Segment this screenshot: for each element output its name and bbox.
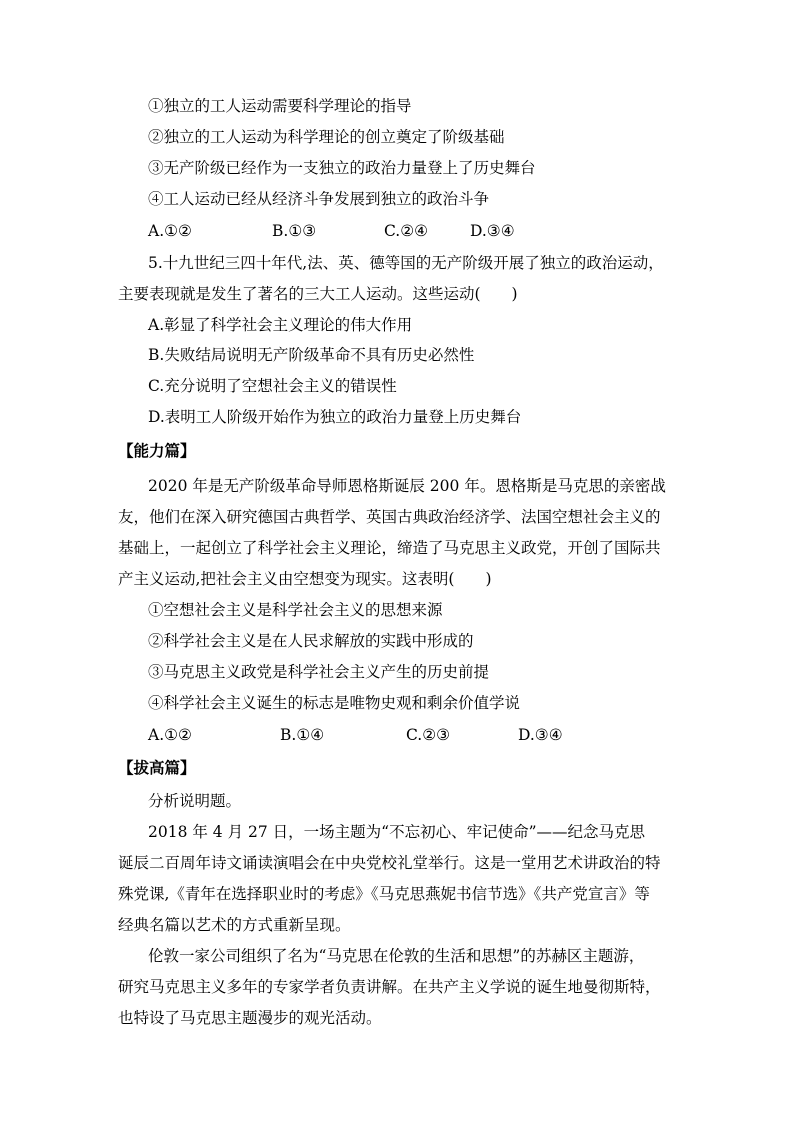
q4-options bbox=[148, 221, 668, 241]
ability-option-a: A.①② bbox=[148, 726, 192, 744]
ability-stem-line-4: 产主义运动,把社会主义由空想变为现实。这表明( ) bbox=[118, 570, 492, 588]
ability-option-b: B.①④ bbox=[280, 726, 325, 744]
ability-statement-3: ③马克思主义政党是科学社会主义产生的历史前提 bbox=[148, 663, 490, 681]
q4-statement-2: ②独立的工人运动为科学理论的创立奠定了阶级基础 bbox=[148, 128, 505, 146]
advanced-para1-line-3: 殊党课,《青年在选择职业时的考虑》《马克思燕妮书信节选》《共产党宣言》等 bbox=[118, 885, 650, 903]
q5-option-d: D.表明工人阶级开始作为独立的政治力量登上历史舞台 bbox=[148, 408, 522, 426]
ability-option-d: D.③④ bbox=[518, 726, 563, 744]
advanced-para2-line-1: 伦敦一家公司组织了名为“马克思在伦敦的生活和思想”的苏赫区主题游， bbox=[148, 947, 645, 965]
q5-option-c: C.充分说明了空想社会主义的错误性 bbox=[148, 377, 397, 395]
q5-option-a: A.彰显了科学社会主义理论的伟大作用 bbox=[148, 316, 413, 334]
advanced-para1-line-2: 诞辰二百周年诗文诵读演唱会在中央党校礼堂举行。这是一堂用艺术讲政治的特 bbox=[118, 854, 661, 872]
ability-option-c: C.②③ bbox=[406, 726, 451, 744]
ability-section-heading: 【能力篇】 bbox=[118, 441, 196, 460]
advanced-para2-line-2: 研究马克思主义多年的专家学者负责讲解。在共产主义学说的诞生地曼彻斯特， bbox=[118, 978, 661, 996]
ability-statement-2: ②科学社会主义是在人民求解放的实践中形成的 bbox=[148, 632, 474, 650]
ability-stem-line-3: 基础上，一起创立了科学社会主义理论，缔造了马克思主义政党，开创了国际共 bbox=[118, 539, 661, 557]
q4-option-a: A.①② bbox=[148, 222, 192, 240]
q4-option-b: B.①③ bbox=[272, 222, 317, 240]
advanced-section-heading: 【拔高篇】 bbox=[118, 758, 196, 777]
q4-statement-4: ④工人运动已经从经济斗争发展到独立的政治斗争 bbox=[148, 190, 490, 208]
q5-stem-line-1: 5.十九世纪三四十年代,法、英、德等国的无产阶级开展了独立的政治运动， bbox=[148, 254, 664, 272]
advanced-para1-line-1: 2018 年 4 月 27 日，一场主题为“不忘初心、牢记使命”——纪念马克思 bbox=[148, 823, 646, 841]
ability-statement-1: ①空想社会主义是科学社会主义的思想来源 bbox=[148, 601, 443, 619]
ability-statement-4: ④科学社会主义诞生的标志是唯物史观和剩余价值学说 bbox=[148, 694, 521, 712]
q5-option-b: B.失败结局说明无产阶级革命不具有历史必然性 bbox=[148, 346, 475, 364]
advanced-para2-line-3: 也特设了马克思主题漫步的观光活动。 bbox=[118, 1009, 382, 1027]
advanced-para1-line-4: 经典名篇以艺术的方式重新呈现。 bbox=[118, 916, 351, 934]
q4-option-d: D.③④ bbox=[470, 222, 515, 240]
ability-stem-line-1: 2020 年是无产阶级革命导师恩格斯诞辰 200 年。恩格斯是马克思的亲密战 bbox=[148, 477, 666, 495]
ability-options bbox=[148, 725, 668, 745]
q4-statement-3: ③无产阶级已经作为一支独立的政治力量登上了历史舞台 bbox=[148, 159, 536, 177]
q4-statement-1: ①独立的工人运动需要科学理论的指导 bbox=[148, 97, 412, 115]
q5-stem-line-2: 主要表现就是发生了著名的三大工人运动。这些运动( ) bbox=[118, 285, 518, 303]
advanced-intro: 分析说明题。 bbox=[148, 792, 242, 810]
q4-option-c: C.②④ bbox=[384, 222, 429, 240]
ability-stem-line-2: 友，他们在深入研究德国古典哲学、英国古典政治经济学、法国空想社会主义的 bbox=[118, 508, 661, 526]
